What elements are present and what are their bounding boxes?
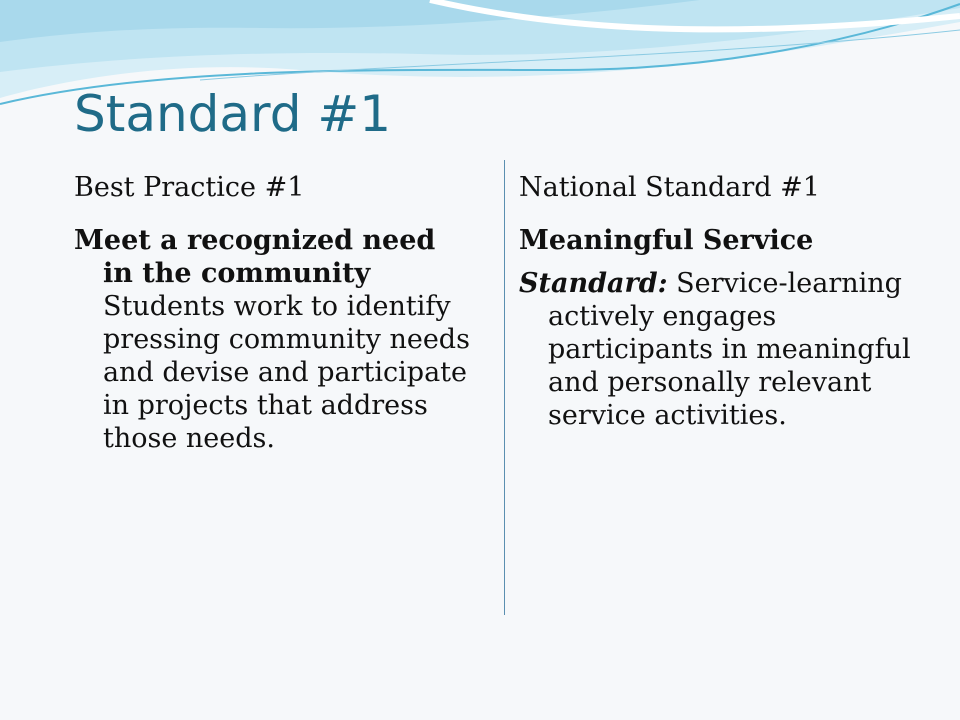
best-practice-subheading: Meet a recognized need in the community <box>74 224 436 289</box>
best-practice-heading: Best Practice #1 <box>74 172 305 203</box>
column-divider <box>504 160 505 615</box>
best-practice-paragraph <box>74 225 474 456</box>
best-practice-column <box>74 172 474 456</box>
national-standard-heading: National Standard #1 <box>519 172 820 203</box>
national-standard-column <box>519 172 919 433</box>
standard-label: Standard: <box>519 267 668 299</box>
national-standard-subheading: Meaningful Service <box>519 224 814 256</box>
slide-title: Standard #1 <box>74 85 392 143</box>
national-standard-paragraph <box>519 268 919 433</box>
national-standard-body: Service-learning actively engages participants in meaningful and personally relevant service activities. <box>548 267 911 431</box>
best-practice-body: Students work to identify pressing community needs and devise and participate in projects that address those needs. <box>103 290 470 454</box>
